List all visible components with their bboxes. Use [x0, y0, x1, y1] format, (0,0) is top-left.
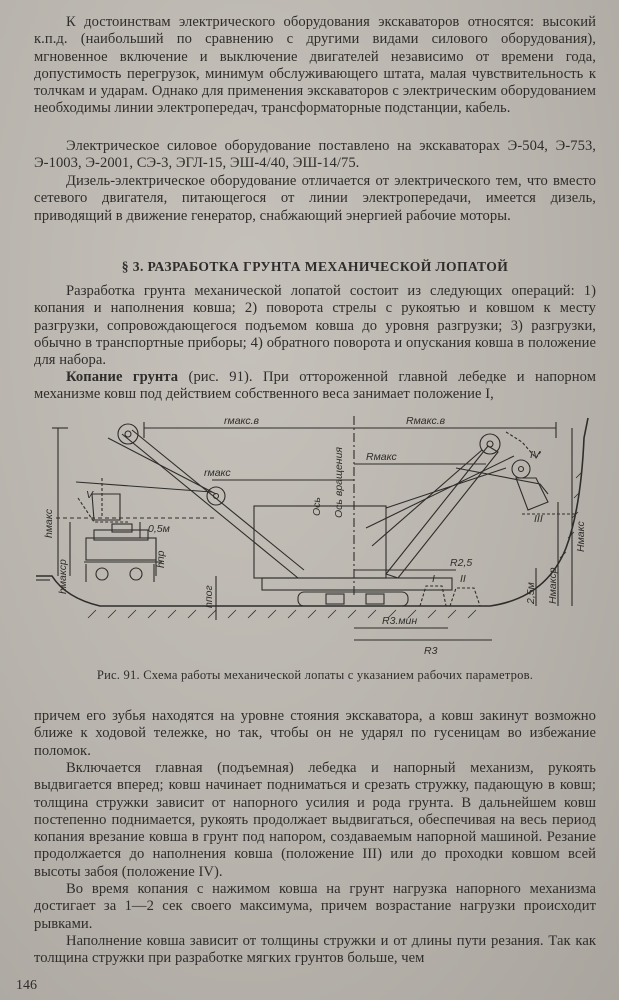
label-rmax: rмакс — [204, 467, 231, 479]
paragraph-intro: Разработка грунта механической лопатой состоит из следующих операций: 1) копания и наполнения ковша; 2) поворота стрелы с рукоятью и ковшом к месту разгрузки, сопровождающегося подъемом ковша до уровня разгрузки; 3) разгрузки, обычно в транспортные приборы; 4) обратного поворота и опускания ковша в положение для набора. — [34, 283, 596, 369]
label-I: I — [432, 573, 435, 585]
label-V: V — [86, 489, 94, 501]
label-hpr: hпр — [155, 550, 167, 568]
boom-pulley — [480, 434, 500, 454]
label-Hmax: Hмакс — [575, 521, 587, 552]
label-hpog: hпог — [203, 585, 215, 608]
label-R3min: R3.мин — [382, 615, 418, 627]
label-R25: R2,5 — [450, 557, 473, 569]
paragraph-electric-equipment: Электрическое силовое оборудование поставлено на экскаваторах Э-504, Э-753, Э-1003, Э-2001, СЭ-3, ЭГЛ-15, ЭШ-4/40, ЭШ-14/75. — [34, 138, 596, 172]
page-number: 146 — [16, 978, 37, 993]
excavator-figure — [36, 398, 592, 658]
paragraph-winch: Включается главная (подъемная) лебедка и напорный механизм, рукоять выдвигается вперед; ковш начинает подниматься и срезать стружку, падающую в ковш; толщина стружки зависит от напорного усилия и рода грунта. В дальнейшем ковш постепенно поднимается, рукоять продолжает выдвигаться, обеспечивая на весь период копания врезание ковша в грунт под напором, создаваемым напорной машиной. Резание продолжается до наполнения ковша (положение III) или до проходки ковшом всей высоты забоя (положение IV). — [34, 760, 596, 880]
label-axis-short: Ось — [311, 497, 323, 516]
truck-body — [86, 538, 156, 560]
label-05: 0,5м — [148, 523, 170, 535]
section-heading: § 3. РАЗРАБОТКА ГРУНТА МЕХАНИЧЕСКОЙ ЛОПАТОЙ — [121, 259, 509, 274]
label-Hmaxr: Hмакср — [547, 567, 559, 604]
paragraph-filling: Наполнение ковша зависит от толщины стружки и от длины пути резания. Так как толщина стружки при разработке мягких грунтов больше, чем — [34, 933, 596, 967]
paragraph-teeth: причем его зубья находятся на уровне стояния экскаватора, а ковш закинут возможно ближе к ходовой тележке, но так, чтобы он не ударял по гусеницам во избежание поломок. — [34, 708, 596, 759]
label-III: III — [534, 513, 543, 525]
label-25: 2,5м — [525, 582, 537, 604]
label-axis: Ось вращения — [333, 446, 345, 518]
label-rmaxv: rмакс.в — [224, 415, 260, 427]
label-Rmaxv: Rмакс.в — [406, 415, 446, 427]
track — [298, 592, 408, 606]
label-II: II — [460, 573, 466, 585]
label-Rmax: Rмакс — [366, 451, 397, 463]
paragraph-advantages: К достоинствам электрического оборудования экскаваторов относятся: высокий к.п.д. (наибольший по сравнению с другими видами силового оборудования), мгновенное включение и выключение двигателей независимо от времени года, допустимость перегрузок, минимум обслуживающего штата, малая чувствительность к толчкам и ударам. Однако для применения экскаваторов с электрическим оборудованием необходимы линии электропередач, трансформаторные подстанции, кабель. — [34, 14, 596, 117]
label-IV: IV — [530, 449, 540, 461]
runin-text: (рис. 91). При оттороженной главной лебедке и напорном механизме ковш под действием собственного веса занимает положение I, — [34, 369, 596, 403]
label-R3: R3 — [424, 645, 438, 657]
boom — [386, 446, 498, 578]
paragraph-diesel-electric: Дизель-электрическое оборудование отличается от электрического тем, что вместо сетевого двигателя, питающегося от линии электропередачи, имеется дизель, приводящий в движение генератор, снабжающий энергией рабочие моторы. — [34, 173, 596, 224]
bucket-left — [92, 494, 120, 520]
left-pulley — [118, 424, 138, 444]
figure-caption: Рис. 91. Схема работы механической лопаты с указанием рабочих параметров. — [96, 668, 534, 682]
paragraph-load: Во время копания с нажимом ковша на грунт нагрузка напорного механизма достигает за 1—2 сек своего максимума, причем возрастание нагрузки происходит рывками. — [34, 881, 596, 932]
runin-title: Копание грунта — [66, 369, 179, 385]
label-hmax: hмакс — [43, 509, 55, 538]
label-hmaxr: hмакср — [57, 559, 69, 594]
